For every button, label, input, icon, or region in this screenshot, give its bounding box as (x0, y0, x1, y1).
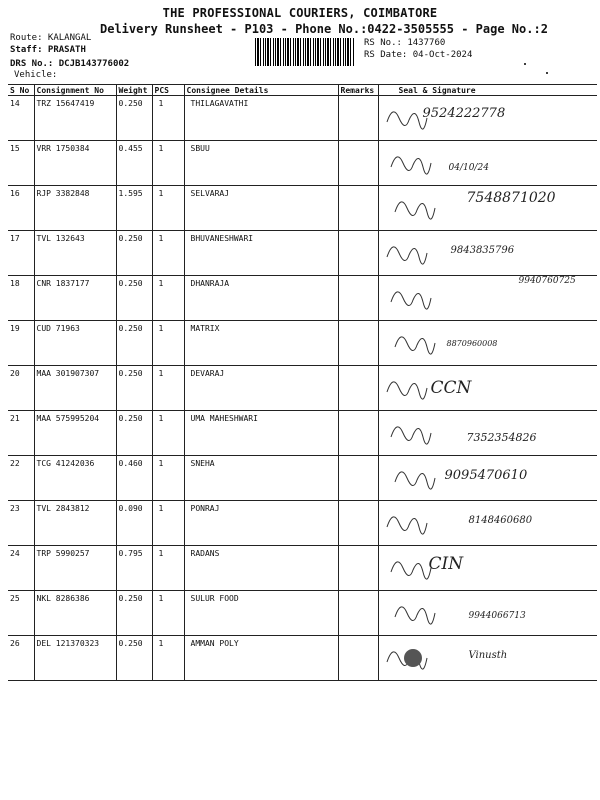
signature-handwriting: CCN (430, 378, 472, 398)
cell-signature (378, 456, 597, 501)
table-row (8, 186, 597, 231)
cell-consignment-no: RJP 3382848 (34, 186, 116, 231)
cell-weight: 0.250 (116, 321, 152, 366)
table-row (8, 96, 597, 141)
cell-signature (378, 321, 597, 366)
cell-consignee: DHANRAJA (184, 276, 338, 321)
cell-pcs: 1 (152, 546, 184, 591)
cell-weight: 0.250 (116, 411, 152, 456)
cell-remarks (338, 186, 378, 231)
cell-sno: 16 (8, 186, 34, 231)
cell-signature (378, 546, 597, 591)
cell-signature (378, 366, 597, 411)
cell-pcs: 1 (152, 141, 184, 186)
cell-consignee: SELVARAJ (184, 186, 338, 231)
cell-remarks (338, 411, 378, 456)
cell-weight: 0.250 (116, 276, 152, 321)
cell-sno: 24 (8, 546, 34, 591)
cell-pcs: 1 (152, 456, 184, 501)
cell-sno: 17 (8, 231, 34, 276)
cell-remarks (338, 456, 378, 501)
cell-consignment-no: MAA 301907307 (34, 366, 116, 411)
speck (546, 72, 548, 74)
signature-handwriting: 8148460680 (468, 515, 533, 526)
signature-handwriting: 9843835796 (450, 245, 515, 256)
col-header-signature: Seal & Signature (378, 85, 597, 96)
col-header-consignee: Consignee Details (184, 85, 338, 96)
col-header-pcs: PCS (152, 85, 184, 96)
cell-weight: 0.090 (116, 501, 152, 546)
rs-number: RS No.: 1437760 (364, 38, 446, 48)
table-row (8, 231, 597, 276)
signature-handwriting: 7548871020 (466, 190, 556, 206)
signature-handwriting: 7352354826 (466, 431, 537, 444)
cell-remarks (338, 276, 378, 321)
cell-consignment-no: TCG 41242036 (34, 456, 116, 501)
cell-remarks (338, 231, 378, 276)
cell-sno: 25 (8, 591, 34, 636)
cell-consignee: THILAGAVATHI (184, 96, 338, 141)
signature-handwriting: 9095470610 (444, 468, 528, 483)
route-label: Route: KALANGAL (10, 33, 92, 43)
table-row (8, 366, 597, 411)
cell-weight: 0.250 (116, 231, 152, 276)
col-header-remarks: Remarks (338, 85, 378, 96)
barcode (255, 38, 355, 66)
cell-remarks (338, 366, 378, 411)
company-title: THE PROFESSIONAL COURIERS, COIMBATORE (162, 6, 438, 20)
cell-pcs: 1 (152, 501, 184, 546)
signature-scribble (379, 141, 579, 182)
cell-consignee: DEVARAJ (184, 366, 338, 411)
cell-pcs: 1 (152, 636, 184, 681)
cell-signature (378, 411, 597, 456)
table-row (8, 141, 597, 186)
cell-sno: 23 (8, 501, 34, 546)
cell-signature (378, 276, 597, 321)
cell-signature (378, 231, 597, 276)
cell-consignment-no: VRR 1750384 (34, 141, 116, 186)
cell-consignee: MATRIX (184, 321, 338, 366)
cell-consignee: SBUU (184, 141, 338, 186)
signature-scribble (379, 366, 579, 407)
cell-signature (378, 141, 597, 186)
runsheet-table (8, 84, 597, 681)
table-row (8, 276, 597, 321)
cell-sno: 18 (8, 276, 34, 321)
signature-handwriting: 8870960008 (446, 339, 498, 348)
cell-pcs: 1 (152, 96, 184, 141)
cell-signature (378, 591, 597, 636)
cell-remarks (338, 591, 378, 636)
cell-consignment-no: NKL 8286386 (34, 591, 116, 636)
table-row (8, 546, 597, 591)
table-header-row (8, 85, 597, 96)
cell-consignee: UMA MAHESHWARI (184, 411, 338, 456)
cell-signature (378, 501, 597, 546)
cell-consignment-no: TRZ 15647419 (34, 96, 116, 141)
cell-pcs: 1 (152, 366, 184, 411)
cell-weight: 0.460 (116, 456, 152, 501)
cell-consignee: AMMAN POLY (184, 636, 338, 681)
cell-sno: 20 (8, 366, 34, 411)
signature-handwriting: Vinusth (468, 650, 508, 661)
cell-weight: 0.250 (116, 636, 152, 681)
cell-sno: 19 (8, 321, 34, 366)
table-row (8, 591, 597, 636)
speck (524, 63, 526, 65)
cell-consignment-no: CUD 71963 (34, 321, 116, 366)
table-row (8, 636, 597, 681)
signature-handwriting: CIN (428, 554, 464, 574)
table-row (8, 321, 597, 366)
cell-weight: 1.595 (116, 186, 152, 231)
signature-handwriting: 9524222778 (422, 106, 506, 121)
cell-remarks (338, 141, 378, 186)
runsheet-title: Delivery Runsheet - P103 - Phone No.:0422-3505555 - Page No.:2 (100, 22, 548, 36)
cell-remarks (338, 546, 378, 591)
cell-pcs: 1 (152, 411, 184, 456)
cell-consignment-no: MAA 575995204 (34, 411, 116, 456)
rs-date: RS Date: 04-Oct-2024 (364, 50, 473, 60)
cell-sno: 26 (8, 636, 34, 681)
cell-remarks (338, 636, 378, 681)
cell-remarks (338, 501, 378, 546)
col-header-weight: Weight (116, 85, 152, 96)
cell-weight: 0.250 (116, 366, 152, 411)
cell-sno: 22 (8, 456, 34, 501)
col-header-consignment: Consignment No (34, 85, 116, 96)
cell-consignment-no: DEL 121370323 (34, 636, 116, 681)
cell-signature (378, 96, 597, 141)
cell-sno: 14 (8, 96, 34, 141)
cell-remarks (338, 321, 378, 366)
staff-label: Staff: PRASATH (10, 45, 86, 55)
signature-handwriting: 9944066713 (468, 611, 526, 621)
signature-scribble (379, 546, 579, 587)
table-row (8, 456, 597, 501)
cell-weight: 0.250 (116, 96, 152, 141)
table-row (8, 411, 597, 456)
cell-pcs: 1 (152, 591, 184, 636)
cell-consignee: SULUR FOOD (184, 591, 338, 636)
cell-pcs: 1 (152, 276, 184, 321)
cell-weight: 0.455 (116, 141, 152, 186)
cell-consignee: BHUVANESHWARI (184, 231, 338, 276)
cell-signature (378, 636, 597, 681)
cell-sno: 21 (8, 411, 34, 456)
cell-consignee: PONRAJ (184, 501, 338, 546)
cell-pcs: 1 (152, 321, 184, 366)
cell-pcs: 1 (152, 186, 184, 231)
cell-weight: 0.250 (116, 591, 152, 636)
cell-signature (378, 186, 597, 231)
cell-consignee: SNEHA (184, 456, 338, 501)
cell-consignee: RADANS (184, 546, 338, 591)
cell-remarks (338, 96, 378, 141)
cell-weight: 0.795 (116, 546, 152, 591)
table-row (8, 501, 597, 546)
drs-number: DRS No.: DCJB143776002 (10, 59, 130, 69)
signature-handwriting: 04/10/24 (448, 163, 489, 173)
cell-consignment-no: TVL 2843812 (34, 501, 116, 546)
vehicle-label: Vehicle: (14, 70, 58, 80)
cell-pcs: 1 (152, 231, 184, 276)
cell-consignment-no: CNR 1837177 (34, 276, 116, 321)
col-header-sno: S No (8, 85, 34, 96)
cell-consignment-no: TVL 132643 (34, 231, 116, 276)
cell-consignment-no: TRP 5990257 (34, 546, 116, 591)
cell-sno: 15 (8, 141, 34, 186)
signature-handwriting: 9940760725 (518, 276, 576, 286)
